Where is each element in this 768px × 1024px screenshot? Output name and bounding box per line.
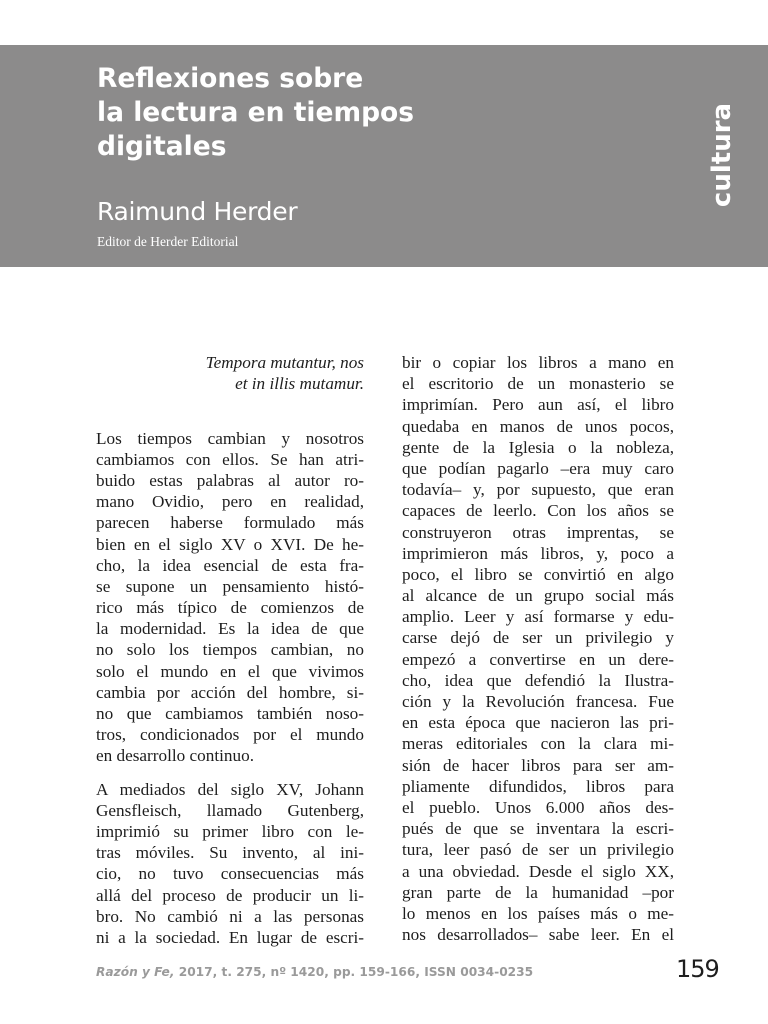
- text-line: Los tiempos cambian y nosotros: [96, 428, 364, 448]
- text-line: buido estas palabras al autor ro-: [96, 470, 364, 490]
- text-line: sión de hacer libros para ser am-: [402, 755, 674, 775]
- text-line: bien en el siglo XV o XVI. De he-: [96, 534, 364, 554]
- citation-details: 2017, t. 275, nº 1420, pp. 159-166, ISSN 0034-0235: [174, 965, 534, 979]
- text-line: quedaba en manos de unos pocos,: [402, 416, 674, 436]
- text-line: tros, condicionados por el mundo: [96, 725, 364, 745]
- footer-citation: [96, 965, 533, 979]
- text-line: que podían pagarlo –era muy caro: [402, 458, 674, 478]
- text-line: cho, idea que defendió la Ilustra-: [402, 670, 674, 690]
- text-line: gran parte de la humanidad –por: [402, 882, 674, 902]
- text-line: mano Ovidio, pero en realidad,: [96, 492, 364, 512]
- text-line: el escritorio de un monasterio se: [402, 374, 674, 394]
- text-line: capaces de leerlo. Con los años se: [402, 501, 674, 521]
- text-line: no solo los tiempos cambian, no: [96, 640, 364, 660]
- text-line: rico más típico de comienzos de: [96, 598, 364, 618]
- section-label: cultura: [707, 102, 737, 208]
- text-line: pliamente difundidos, libros para: [402, 776, 674, 796]
- text-line: Gensfleisch, llamado Gutenberg,: [96, 800, 364, 820]
- text-line: A mediados del siglo XV, Johann: [96, 779, 364, 799]
- text-line: allá del proceso de producir un li-: [96, 885, 364, 905]
- text-line: el pueblo. Unos 6.000 años des-: [402, 797, 674, 817]
- text-line: la modernidad. Es la idea de que: [96, 619, 364, 639]
- epigraph-line: Tempora mutantur, nos: [205, 353, 364, 372]
- spacer: [96, 416, 364, 428]
- text-line: meras editoriales con la clara mi-: [402, 734, 674, 754]
- text-line: cho, la idea esencial de esta fra-: [96, 555, 364, 575]
- journal-name: Razón y Fe,: [96, 965, 175, 979]
- text-line: construyeron otras imprentas, se: [402, 522, 674, 542]
- epigraph-line: et in illis mutamur.: [235, 374, 364, 394]
- text-line: pués de que se inventara la escri-: [402, 819, 674, 839]
- text-line: solo el mundo en el que vivimos: [96, 661, 364, 681]
- section-tag: [702, 102, 742, 208]
- text-line: se supone un pensamiento histó-: [96, 576, 364, 596]
- text-line: en desarrollo continuo.: [96, 746, 254, 766]
- text-line: tras móviles. Su invento, al ini-: [96, 843, 364, 863]
- left-column: [96, 352, 364, 948]
- text-line: bir o copiar los libros a mano en: [402, 353, 674, 372]
- text-line: parecen haberse formulado más: [96, 513, 364, 533]
- text-line: lo menos en los países más o me-: [402, 903, 674, 923]
- text-line: imprimieron más libros, y, poco a: [402, 543, 674, 563]
- text-line: gente de la Iglesia o la nobleza,: [402, 437, 674, 457]
- text-line: poco, el libro se convirtió en algo: [402, 564, 674, 584]
- text-line: ción y la Revolución francesa. Fue: [402, 692, 674, 711]
- text-line: cambiamos con ellos. Se han atri-: [96, 449, 364, 469]
- text-line: carse dejó de ser un privilegio y: [402, 628, 674, 648]
- text-line: al alcance de un grupo social más: [402, 586, 674, 606]
- page-number: 159: [676, 955, 719, 983]
- spacer: [96, 394, 364, 415]
- title-line-2: la lectura en tiempos: [97, 97, 415, 128]
- text-line: ni a la sociedad. En lugar de escri-: [96, 927, 364, 947]
- article-title: [97, 62, 537, 164]
- text-line: cambia por acción del hombre, si-: [96, 682, 364, 702]
- text-line: todavía– y, por supuesto, que eran: [402, 480, 674, 500]
- text-line: amplio. Leer y así formarse y edu-: [402, 607, 674, 627]
- author-affiliation: Editor de Herder Editorial: [97, 234, 239, 249]
- text-line: imprimió su primer libro con le-: [96, 821, 364, 841]
- paragraph-2: [96, 779, 364, 949]
- spacer: [96, 767, 364, 779]
- paragraph-1: [96, 428, 364, 767]
- text-line: imprimían. Pero aun así, el libro: [402, 395, 674, 415]
- text-line: a una obviedad. Desde el siglo XX,: [402, 861, 674, 881]
- right-column: [402, 352, 674, 945]
- author-name: Raimund Herder: [97, 197, 298, 226]
- text-line: bro. No cambió ni a las personas: [96, 906, 364, 926]
- text-line: nos desarrollados– sabe leer. En el: [402, 925, 674, 945]
- title-line-1: Reflexiones sobre: [97, 63, 364, 94]
- text-line: cio, no tuvo consecuencias más: [96, 864, 364, 884]
- text-line: empezó a convertirse en un dere-: [402, 649, 674, 669]
- text-line: en esta época que nacieron las pri-: [402, 713, 674, 733]
- text-line: no que cambiamos también noso-: [96, 704, 364, 723]
- title-line-3: digitales: [97, 131, 227, 162]
- text-line: tura, leer pasó de ser un privilegio: [402, 840, 674, 860]
